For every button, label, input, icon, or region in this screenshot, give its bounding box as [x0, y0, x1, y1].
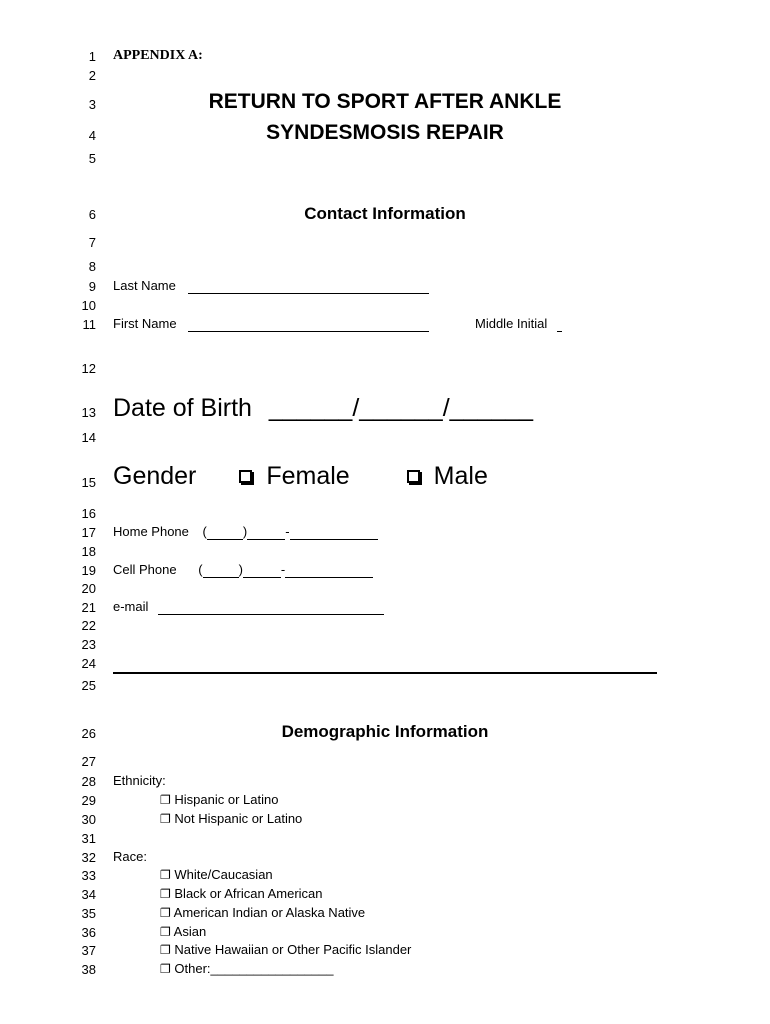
- checkbox-icon: ❐: [160, 962, 171, 976]
- line-number: 33: [81, 868, 96, 883]
- line-number: 20: [81, 581, 96, 596]
- line-number: 14: [81, 430, 96, 445]
- checkbox-icon: ❐: [160, 812, 171, 826]
- line-number: 18: [81, 544, 96, 559]
- last-name-label: Last Name: [113, 278, 176, 293]
- paren-close: ): [242, 524, 248, 539]
- line-number: 7: [88, 235, 96, 250]
- race-option-label: American Indian or Alaska Native: [173, 905, 366, 920]
- line-number: 12: [81, 361, 96, 376]
- ethnicity-option-label: Hispanic or Latino: [174, 792, 279, 807]
- last-name-row: [113, 278, 429, 294]
- dob-field[interactable]: ______/______/______: [268, 394, 534, 422]
- dob-row: [113, 394, 533, 423]
- race-option[interactable]: [160, 867, 273, 882]
- middle-initial-row: [475, 316, 562, 332]
- line-number: 2: [88, 68, 96, 83]
- line-number: 17: [81, 525, 96, 540]
- checkbox-icon: ❐: [160, 868, 171, 882]
- line-number: 36: [81, 925, 96, 940]
- checkbox-icon: [407, 470, 420, 483]
- home-phone-label: Home Phone: [113, 524, 189, 539]
- email-row: [113, 599, 384, 615]
- first-name-label: First Name: [113, 316, 177, 331]
- email-label: e-mail: [113, 599, 149, 614]
- page-title-line-1: RETURN TO SPORT AFTER ANKLE: [208, 90, 562, 113]
- cell-phone-field[interactable]: [198, 562, 373, 577]
- race-option[interactable]: [160, 942, 411, 957]
- phone-dash: -: [280, 562, 286, 577]
- number-blank: [285, 562, 373, 578]
- page-title-line-2: SYNDESMOSIS REPAIR: [266, 121, 504, 144]
- race-label: Race:: [113, 849, 147, 864]
- home-phone-row: [113, 524, 378, 540]
- line-number: 27: [81, 754, 96, 769]
- line-number: 30: [81, 812, 96, 827]
- line-number: 16: [81, 506, 96, 521]
- ethnicity-option[interactable]: [160, 792, 278, 807]
- line-number: 21: [81, 600, 96, 615]
- line-number: 19: [81, 563, 96, 578]
- first-name-field[interactable]: [188, 316, 429, 332]
- checkbox-icon: ❐: [160, 887, 171, 901]
- checkbox-icon: ❐: [160, 943, 171, 957]
- line-number: 5: [88, 151, 96, 166]
- gender-row: [113, 462, 488, 491]
- race-option[interactable]: [160, 961, 333, 976]
- first-name-row: [113, 316, 429, 332]
- middle-initial-label: Middle Initial: [475, 316, 548, 331]
- line-number: 25: [81, 678, 96, 693]
- race-option-label: Black or African American: [174, 886, 323, 901]
- demographic-heading: Demographic Information: [281, 722, 489, 741]
- ethnicity-label: Ethnicity:: [113, 773, 166, 788]
- race-option-label: Other:_________________: [174, 961, 334, 976]
- ethnicity-option-label: Not Hispanic or Latino: [174, 811, 303, 826]
- line-number: 6: [88, 207, 96, 222]
- line-number: 31: [81, 831, 96, 846]
- race-option[interactable]: [160, 924, 206, 939]
- gender-male-option[interactable]: [407, 462, 488, 491]
- appendix-label: APPENDIX A:: [113, 48, 203, 63]
- gender-male-label: Male: [433, 462, 488, 490]
- middle-initial-field[interactable]: [557, 316, 562, 332]
- last-name-field[interactable]: [188, 278, 429, 294]
- home-phone-field[interactable]: [203, 524, 378, 539]
- ethnicity-option[interactable]: [160, 811, 302, 826]
- race-option-label: White/Caucasian: [174, 867, 273, 882]
- line-number: 9: [88, 279, 96, 294]
- area-code-blank: [207, 524, 243, 540]
- checkbox-icon: [239, 470, 252, 483]
- race-option-label: Asian: [173, 924, 207, 939]
- gender-label: Gender: [113, 462, 197, 490]
- number-blank: [290, 524, 378, 540]
- line-number: 1: [88, 49, 96, 64]
- line-number: 4: [88, 128, 96, 143]
- section-divider: [113, 672, 657, 674]
- dob-label: Date of Birth: [113, 394, 252, 422]
- line-number: 10: [81, 298, 96, 313]
- line-number: 32: [81, 850, 96, 865]
- line-number: 11: [82, 317, 96, 332]
- checkbox-icon: ❐: [160, 793, 171, 807]
- line-number: 26: [81, 726, 96, 741]
- paren-open: (: [198, 562, 203, 577]
- race-option[interactable]: [160, 886, 323, 901]
- line-number: 38: [81, 962, 96, 977]
- email-field[interactable]: [158, 599, 384, 615]
- checkbox-icon: ❐: [160, 906, 171, 920]
- area-code-blank: [203, 562, 239, 578]
- paren-open: (: [202, 524, 207, 539]
- checkbox-icon: ❐: [160, 925, 171, 939]
- prefix-blank: [247, 524, 285, 540]
- phone-dash: -: [285, 524, 290, 539]
- line-number: 29: [81, 793, 96, 808]
- line-number: 8: [88, 259, 96, 274]
- line-number: 28: [81, 774, 96, 789]
- prefix-blank: [243, 562, 281, 578]
- line-number: 37: [81, 943, 96, 958]
- paren-close: ): [238, 562, 243, 577]
- line-number: 34: [81, 887, 96, 902]
- gender-female-option[interactable]: [239, 462, 349, 491]
- gender-female-label: Female: [266, 462, 350, 490]
- line-number: 23: [81, 637, 96, 652]
- cell-phone-row: [113, 562, 373, 578]
- line-number: 35: [81, 906, 96, 921]
- line-number: 13: [81, 405, 96, 420]
- line-number: 15: [81, 475, 96, 490]
- race-option-label: Native Hawaiian or Other Pacific Islander: [174, 942, 412, 957]
- contact-heading: Contact Information: [304, 204, 466, 223]
- race-option[interactable]: [160, 905, 365, 920]
- line-number: 3: [88, 97, 96, 112]
- line-number: 24: [81, 656, 96, 671]
- cell-phone-label: Cell Phone: [113, 562, 177, 577]
- line-number: 22: [81, 618, 96, 633]
